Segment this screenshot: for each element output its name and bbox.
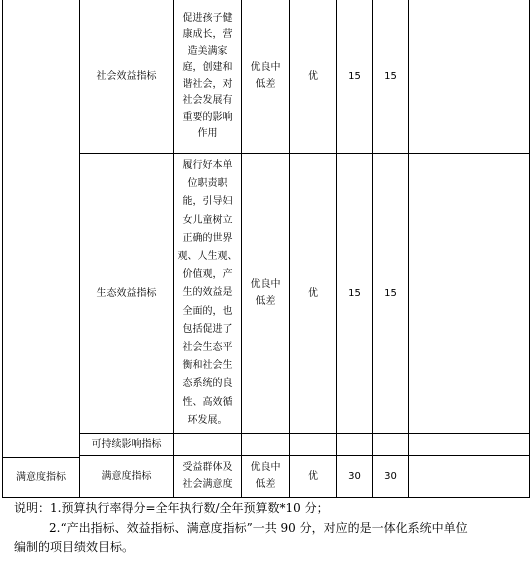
note-line-1: 说明：1.预算执行率得分=全年执行数/全年预算数*10 分； bbox=[14, 501, 329, 515]
row-social-rating: 优 bbox=[308, 70, 318, 82]
row-satisfaction-content: 受益群体及 社会满意度 bbox=[182, 462, 233, 490]
row-eco-subcategory: 生态效益指标 bbox=[96, 287, 157, 299]
row-social-standard: 优良中 低差 bbox=[250, 62, 281, 90]
note-line-2: 2.“产出指标、效益指标、满意度指标”一共 90 分，对应的是一体化系统中单位 bbox=[49, 521, 468, 535]
row-eco-content: 履行好本单 位职责职 能，引导妇 女儿童树立 正确的世界 观、人生观、 价值观，产 生的效益是 全面的，也 包括促进了 社会生态平 衡和社会生 态系统的良 性、高效循 环发展。 bbox=[177, 159, 238, 426]
row-sustain-subcategory: 可持续影响指标 bbox=[91, 438, 162, 450]
row-satisfaction-standard: 优良中 低差 bbox=[250, 462, 281, 490]
row-eco-weight: 15 bbox=[348, 287, 361, 299]
row-eco-score: 15 bbox=[384, 287, 397, 299]
row-social-content: 促进孩子健 康成长，营 造美满家 庭，创建和 谐社会，对 社会发展有 重要的影响 作用 bbox=[182, 12, 233, 139]
row-eco-rating: 优 bbox=[308, 287, 318, 299]
row-satisfaction-score: 30 bbox=[384, 470, 397, 482]
note-line-3: 编制的项目绩效目标。 bbox=[14, 540, 135, 554]
row-social-weight: 15 bbox=[348, 70, 361, 82]
row-satisfaction-rating: 优 bbox=[308, 470, 318, 482]
row-social-subcategory: 社会效益指标 bbox=[96, 70, 157, 82]
row-social-score: 15 bbox=[384, 70, 397, 82]
row-eco-standard: 优良中 低差 bbox=[250, 279, 281, 307]
row-satisfaction-subcategory: 满意度指标 bbox=[101, 470, 152, 482]
row-satisfaction-category: 满意度指标 bbox=[16, 471, 66, 483]
row-satisfaction-weight: 30 bbox=[348, 470, 361, 482]
